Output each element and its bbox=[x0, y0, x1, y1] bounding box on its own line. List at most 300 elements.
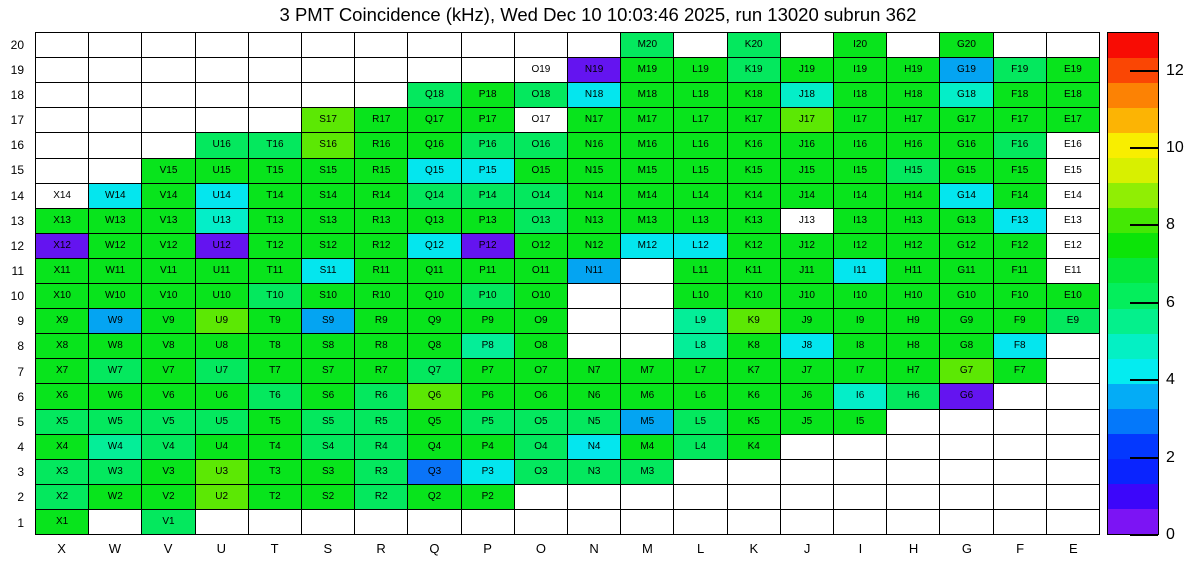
cell-U8: U8 bbox=[196, 334, 249, 359]
cell-S10: S10 bbox=[302, 284, 355, 309]
cell-empty bbox=[621, 259, 674, 284]
cell-K12: K12 bbox=[728, 234, 781, 259]
cell-P9: P9 bbox=[462, 309, 515, 334]
colorbar-band bbox=[1108, 258, 1158, 283]
colorbar-band bbox=[1108, 334, 1158, 359]
cell-V5: V5 bbox=[142, 410, 195, 435]
cell-F19: F19 bbox=[994, 58, 1047, 83]
cell-L19: L19 bbox=[674, 58, 727, 83]
cell-W6: W6 bbox=[89, 384, 142, 409]
cell-J12: J12 bbox=[781, 234, 834, 259]
cell-L15: L15 bbox=[674, 159, 727, 184]
cell-empty bbox=[621, 485, 674, 510]
cell-Q8: Q8 bbox=[408, 334, 461, 359]
cell-L5: L5 bbox=[674, 410, 727, 435]
colorbar-band bbox=[1108, 108, 1158, 133]
cell-empty bbox=[89, 510, 142, 535]
cell-L16: L16 bbox=[674, 133, 727, 158]
cell-K11: K11 bbox=[728, 259, 781, 284]
cell-O9: O9 bbox=[515, 309, 568, 334]
cell-L9: L9 bbox=[674, 309, 727, 334]
y-tick-label: 15 bbox=[10, 163, 24, 178]
cell-F7: F7 bbox=[994, 359, 1047, 384]
cell-empty bbox=[196, 33, 249, 58]
cell-empty bbox=[728, 460, 781, 485]
cell-empty bbox=[89, 83, 142, 108]
cell-O16: O16 bbox=[515, 133, 568, 158]
cell-empty bbox=[994, 460, 1047, 485]
colorbar-band bbox=[1108, 33, 1158, 58]
cell-L12: L12 bbox=[674, 234, 727, 259]
y-tick-label: 16 bbox=[10, 138, 24, 153]
cell-S9: S9 bbox=[302, 309, 355, 334]
cell-W8: W8 bbox=[89, 334, 142, 359]
cell-L6: L6 bbox=[674, 384, 727, 409]
cell-Q3: Q3 bbox=[408, 460, 461, 485]
cell-empty bbox=[1047, 359, 1100, 384]
cell-empty bbox=[834, 435, 887, 460]
cell-T12: T12 bbox=[249, 234, 302, 259]
cell-O3: O3 bbox=[515, 460, 568, 485]
cell-S12: S12 bbox=[302, 234, 355, 259]
cell-J19: J19 bbox=[781, 58, 834, 83]
cell-R13: R13 bbox=[355, 209, 408, 234]
cell-R2: R2 bbox=[355, 485, 408, 510]
cell-R15: R15 bbox=[355, 159, 408, 184]
cell-I5: I5 bbox=[834, 410, 887, 435]
x-tick-label: R bbox=[376, 541, 386, 556]
cell-empty bbox=[36, 133, 89, 158]
x-tick-label: P bbox=[483, 541, 492, 556]
cell-P14: P14 bbox=[462, 184, 515, 209]
cell-J9: J9 bbox=[781, 309, 834, 334]
cell-X4: X4 bbox=[36, 435, 89, 460]
cell-K14: K14 bbox=[728, 184, 781, 209]
x-tick-label: X bbox=[57, 541, 66, 556]
cell-E14: E14 bbox=[1047, 184, 1100, 209]
cell-J11: J11 bbox=[781, 259, 834, 284]
cell-W10: W10 bbox=[89, 284, 142, 309]
cell-T8: T8 bbox=[249, 334, 302, 359]
cell-P2: P2 bbox=[462, 485, 515, 510]
cell-K6: K6 bbox=[728, 384, 781, 409]
cell-empty bbox=[940, 410, 993, 435]
cell-empty bbox=[408, 58, 461, 83]
cell-R10: R10 bbox=[355, 284, 408, 309]
cell-E19: E19 bbox=[1047, 58, 1100, 83]
cell-P4: P4 bbox=[462, 435, 515, 460]
cell-R7: R7 bbox=[355, 359, 408, 384]
colorbar-tick-label: 6 bbox=[1166, 293, 1175, 311]
cell-I12: I12 bbox=[834, 234, 887, 259]
cell-Q15: Q15 bbox=[408, 159, 461, 184]
cell-U5: U5 bbox=[196, 410, 249, 435]
cell-empty bbox=[1047, 384, 1100, 409]
cell-J5: J5 bbox=[781, 410, 834, 435]
cell-Q12: Q12 bbox=[408, 234, 461, 259]
cell-F10: F10 bbox=[994, 284, 1047, 309]
cell-O14: O14 bbox=[515, 184, 568, 209]
cell-P6: P6 bbox=[462, 384, 515, 409]
cell-X11: X11 bbox=[36, 259, 89, 284]
cell-T15: T15 bbox=[249, 159, 302, 184]
cell-U15: U15 bbox=[196, 159, 249, 184]
cell-T3: T3 bbox=[249, 460, 302, 485]
cell-N13: N13 bbox=[568, 209, 621, 234]
cell-V7: V7 bbox=[142, 359, 195, 384]
cell-empty bbox=[1047, 410, 1100, 435]
y-tick-label: 19 bbox=[10, 62, 24, 77]
cell-M14: M14 bbox=[621, 184, 674, 209]
cell-M16: M16 bbox=[621, 133, 674, 158]
x-tick-label: T bbox=[270, 541, 279, 556]
cell-empty bbox=[568, 510, 621, 535]
cell-O12: O12 bbox=[515, 234, 568, 259]
cell-empty bbox=[302, 33, 355, 58]
cell-empty bbox=[887, 460, 940, 485]
cell-K20: K20 bbox=[728, 33, 781, 58]
cell-K10: K10 bbox=[728, 284, 781, 309]
cell-empty bbox=[781, 510, 834, 535]
cell-Q5: Q5 bbox=[408, 410, 461, 435]
cell-S7: S7 bbox=[302, 359, 355, 384]
cell-G19: G19 bbox=[940, 58, 993, 83]
y-tick-label: 14 bbox=[10, 188, 24, 203]
cell-R5: R5 bbox=[355, 410, 408, 435]
cell-empty bbox=[1047, 460, 1100, 485]
cell-P18: P18 bbox=[462, 83, 515, 108]
cell-empty bbox=[302, 58, 355, 83]
cell-L11: L11 bbox=[674, 259, 727, 284]
colorbar-band bbox=[1108, 434, 1158, 459]
y-tick-label: 12 bbox=[10, 238, 24, 253]
cell-empty bbox=[36, 58, 89, 83]
colorbar-band bbox=[1108, 409, 1158, 434]
cell-M6: M6 bbox=[621, 384, 674, 409]
cell-P17: P17 bbox=[462, 108, 515, 133]
cell-empty bbox=[728, 485, 781, 510]
cell-I10: I10 bbox=[834, 284, 887, 309]
cell-L18: L18 bbox=[674, 83, 727, 108]
cell-X13: X13 bbox=[36, 209, 89, 234]
cell-O8: O8 bbox=[515, 334, 568, 359]
cell-S3: S3 bbox=[302, 460, 355, 485]
cell-X14: X14 bbox=[36, 184, 89, 209]
colorbar-band bbox=[1108, 509, 1158, 534]
cell-empty bbox=[568, 485, 621, 510]
cell-T14: T14 bbox=[249, 184, 302, 209]
cell-U13: U13 bbox=[196, 209, 249, 234]
cell-T16: T16 bbox=[249, 133, 302, 158]
cell-H8: H8 bbox=[887, 334, 940, 359]
colorbar-tick-line bbox=[1130, 70, 1158, 72]
cell-N17: N17 bbox=[568, 108, 621, 133]
cell-empty bbox=[249, 510, 302, 535]
cell-empty bbox=[196, 83, 249, 108]
cell-empty bbox=[462, 510, 515, 535]
y-tick-label: 9 bbox=[17, 314, 24, 329]
cell-Q2: Q2 bbox=[408, 485, 461, 510]
cell-V12: V12 bbox=[142, 234, 195, 259]
cell-empty bbox=[196, 510, 249, 535]
heatmap-grid bbox=[35, 32, 1100, 535]
cell-K16: K16 bbox=[728, 133, 781, 158]
cell-I16: I16 bbox=[834, 133, 887, 158]
cell-I8: I8 bbox=[834, 334, 887, 359]
cell-empty bbox=[1047, 33, 1100, 58]
cell-V4: V4 bbox=[142, 435, 195, 460]
cell-S17: S17 bbox=[302, 108, 355, 133]
cell-S16: S16 bbox=[302, 133, 355, 158]
y-tick-label: 20 bbox=[10, 37, 24, 52]
cell-V11: V11 bbox=[142, 259, 195, 284]
colorbar-band bbox=[1108, 283, 1158, 308]
cell-F15: F15 bbox=[994, 159, 1047, 184]
cell-G9: G9 bbox=[940, 309, 993, 334]
x-tick-label: H bbox=[908, 541, 919, 556]
cell-V2: V2 bbox=[142, 485, 195, 510]
x-tick-label: J bbox=[803, 541, 811, 556]
cell-empty bbox=[940, 460, 993, 485]
cell-Q13: Q13 bbox=[408, 209, 461, 234]
cell-X8: X8 bbox=[36, 334, 89, 359]
cell-K17: K17 bbox=[728, 108, 781, 133]
cell-M20: M20 bbox=[621, 33, 674, 58]
cell-empty bbox=[674, 485, 727, 510]
cell-empty bbox=[142, 133, 195, 158]
cell-P7: P7 bbox=[462, 359, 515, 384]
cell-H15: H15 bbox=[887, 159, 940, 184]
cell-T5: T5 bbox=[249, 410, 302, 435]
colorbar-tick-line bbox=[1130, 379, 1158, 381]
cell-empty bbox=[142, 108, 195, 133]
cell-V9: V9 bbox=[142, 309, 195, 334]
cell-E17: E17 bbox=[1047, 108, 1100, 133]
y-tick-label: 4 bbox=[17, 440, 24, 455]
cell-empty bbox=[834, 460, 887, 485]
cell-U4: U4 bbox=[196, 435, 249, 460]
cell-G8: G8 bbox=[940, 334, 993, 359]
cell-U12: U12 bbox=[196, 234, 249, 259]
cell-Q6: Q6 bbox=[408, 384, 461, 409]
cell-empty bbox=[355, 33, 408, 58]
cell-E10: E10 bbox=[1047, 284, 1100, 309]
cell-V14: V14 bbox=[142, 184, 195, 209]
cell-V8: V8 bbox=[142, 334, 195, 359]
cell-U9: U9 bbox=[196, 309, 249, 334]
cell-empty bbox=[887, 435, 940, 460]
cell-J10: J10 bbox=[781, 284, 834, 309]
cell-T2: T2 bbox=[249, 485, 302, 510]
cell-O13: O13 bbox=[515, 209, 568, 234]
cell-W9: W9 bbox=[89, 309, 142, 334]
colorbar-band bbox=[1108, 459, 1158, 484]
cell-T11: T11 bbox=[249, 259, 302, 284]
cell-empty bbox=[887, 485, 940, 510]
cell-T7: T7 bbox=[249, 359, 302, 384]
cell-K4: K4 bbox=[728, 435, 781, 460]
cell-F18: F18 bbox=[994, 83, 1047, 108]
cell-empty bbox=[249, 83, 302, 108]
cell-G17: G17 bbox=[940, 108, 993, 133]
cell-empty bbox=[994, 384, 1047, 409]
colorbar-band bbox=[1108, 384, 1158, 409]
cell-L4: L4 bbox=[674, 435, 727, 460]
cell-G11: G11 bbox=[940, 259, 993, 284]
cell-X12: X12 bbox=[36, 234, 89, 259]
cell-M3: M3 bbox=[621, 460, 674, 485]
cell-Q9: Q9 bbox=[408, 309, 461, 334]
colorbar-band bbox=[1108, 309, 1158, 334]
cell-empty bbox=[834, 485, 887, 510]
colorbar-tick-label: 2 bbox=[1166, 448, 1175, 466]
y-tick-label: 17 bbox=[10, 113, 24, 128]
colorbar-tick-label: 8 bbox=[1166, 216, 1175, 234]
y-tick-label: 11 bbox=[11, 263, 24, 278]
cell-empty bbox=[89, 33, 142, 58]
cell-N19: N19 bbox=[568, 58, 621, 83]
cell-N15: N15 bbox=[568, 159, 621, 184]
cell-F16: F16 bbox=[994, 133, 1047, 158]
cell-P11: P11 bbox=[462, 259, 515, 284]
cell-T9: T9 bbox=[249, 309, 302, 334]
cell-empty bbox=[302, 510, 355, 535]
cell-empty bbox=[249, 33, 302, 58]
cell-empty bbox=[515, 485, 568, 510]
cell-W3: W3 bbox=[89, 460, 142, 485]
cell-O10: O10 bbox=[515, 284, 568, 309]
cell-J14: J14 bbox=[781, 184, 834, 209]
colorbar bbox=[1107, 32, 1159, 535]
cell-X10: X10 bbox=[36, 284, 89, 309]
cell-I6: I6 bbox=[834, 384, 887, 409]
cell-T13: T13 bbox=[249, 209, 302, 234]
cell-K15: K15 bbox=[728, 159, 781, 184]
colorbar-band bbox=[1108, 208, 1158, 233]
cell-G12: G12 bbox=[940, 234, 993, 259]
cell-empty bbox=[249, 108, 302, 133]
cell-empty bbox=[355, 510, 408, 535]
cell-E15: E15 bbox=[1047, 159, 1100, 184]
cell-empty bbox=[1047, 510, 1100, 535]
cell-L13: L13 bbox=[674, 209, 727, 234]
cell-N4: N4 bbox=[568, 435, 621, 460]
x-tick-label: I bbox=[858, 541, 863, 556]
cell-empty bbox=[142, 58, 195, 83]
cell-empty bbox=[196, 58, 249, 83]
cell-U3: U3 bbox=[196, 460, 249, 485]
cell-O4: O4 bbox=[515, 435, 568, 460]
cell-L10: L10 bbox=[674, 284, 727, 309]
cell-F13: F13 bbox=[994, 209, 1047, 234]
cell-X7: X7 bbox=[36, 359, 89, 384]
cell-S6: S6 bbox=[302, 384, 355, 409]
cell-H6: H6 bbox=[887, 384, 940, 409]
cell-Q7: Q7 bbox=[408, 359, 461, 384]
x-tick-label: Q bbox=[429, 541, 440, 556]
cell-J15: J15 bbox=[781, 159, 834, 184]
cell-F9: F9 bbox=[994, 309, 1047, 334]
cell-J7: J7 bbox=[781, 359, 834, 384]
cell-H11: H11 bbox=[887, 259, 940, 284]
cell-O19: O19 bbox=[515, 58, 568, 83]
cell-empty bbox=[568, 33, 621, 58]
cell-R16: R16 bbox=[355, 133, 408, 158]
cell-Q11: Q11 bbox=[408, 259, 461, 284]
cell-P15: P15 bbox=[462, 159, 515, 184]
cell-F17: F17 bbox=[994, 108, 1047, 133]
cell-L8: L8 bbox=[674, 334, 727, 359]
cell-N11: N11 bbox=[568, 259, 621, 284]
cell-L17: L17 bbox=[674, 108, 727, 133]
cell-J18: J18 bbox=[781, 83, 834, 108]
y-tick-label: 13 bbox=[10, 213, 24, 228]
cell-H9: H9 bbox=[887, 309, 940, 334]
cell-V1: V1 bbox=[142, 510, 195, 535]
cell-empty bbox=[674, 510, 727, 535]
cell-G6: G6 bbox=[940, 384, 993, 409]
cell-G20: G20 bbox=[940, 33, 993, 58]
x-tick-label: F bbox=[1016, 541, 1025, 556]
cell-S5: S5 bbox=[302, 410, 355, 435]
cell-H12: H12 bbox=[887, 234, 940, 259]
cell-K18: K18 bbox=[728, 83, 781, 108]
colorbar-tick-label: 12 bbox=[1166, 61, 1184, 79]
cell-empty bbox=[249, 58, 302, 83]
x-tick-label: M bbox=[641, 541, 653, 556]
colorbar-tick-label: 4 bbox=[1166, 371, 1175, 389]
cell-R6: R6 bbox=[355, 384, 408, 409]
cell-P10: P10 bbox=[462, 284, 515, 309]
cell-empty bbox=[887, 410, 940, 435]
cell-E12: E12 bbox=[1047, 234, 1100, 259]
cell-K19: K19 bbox=[728, 58, 781, 83]
cell-empty bbox=[89, 58, 142, 83]
x-tick-label: V bbox=[163, 541, 173, 556]
cell-empty bbox=[89, 108, 142, 133]
cell-J16: J16 bbox=[781, 133, 834, 158]
cell-empty bbox=[940, 435, 993, 460]
cell-J13: J13 bbox=[781, 209, 834, 234]
cell-U14: U14 bbox=[196, 184, 249, 209]
cell-empty bbox=[781, 460, 834, 485]
cell-S2: S2 bbox=[302, 485, 355, 510]
colorbar-tick-line bbox=[1130, 534, 1158, 536]
cell-S13: S13 bbox=[302, 209, 355, 234]
cell-U16: U16 bbox=[196, 133, 249, 158]
cell-M4: M4 bbox=[621, 435, 674, 460]
cell-empty bbox=[994, 410, 1047, 435]
y-tick-label: 3 bbox=[17, 465, 24, 480]
colorbar-band bbox=[1108, 158, 1158, 183]
cell-V6: V6 bbox=[142, 384, 195, 409]
cell-V13: V13 bbox=[142, 209, 195, 234]
cell-K13: K13 bbox=[728, 209, 781, 234]
cell-Q10: Q10 bbox=[408, 284, 461, 309]
cell-K5: K5 bbox=[728, 410, 781, 435]
chart-title: 3 PMT Coincidence (kHz), Wed Dec 10 10:03:46 2025, run 13020 subrun 362 bbox=[279, 4, 917, 25]
x-tick-label: K bbox=[749, 541, 759, 556]
cell-empty bbox=[781, 435, 834, 460]
cell-W14: W14 bbox=[89, 184, 142, 209]
cell-empty bbox=[781, 33, 834, 58]
cell-N7: N7 bbox=[568, 359, 621, 384]
cell-F14: F14 bbox=[994, 184, 1047, 209]
cell-N14: N14 bbox=[568, 184, 621, 209]
cell-N12: N12 bbox=[568, 234, 621, 259]
cell-O11: O11 bbox=[515, 259, 568, 284]
cell-empty bbox=[36, 159, 89, 184]
